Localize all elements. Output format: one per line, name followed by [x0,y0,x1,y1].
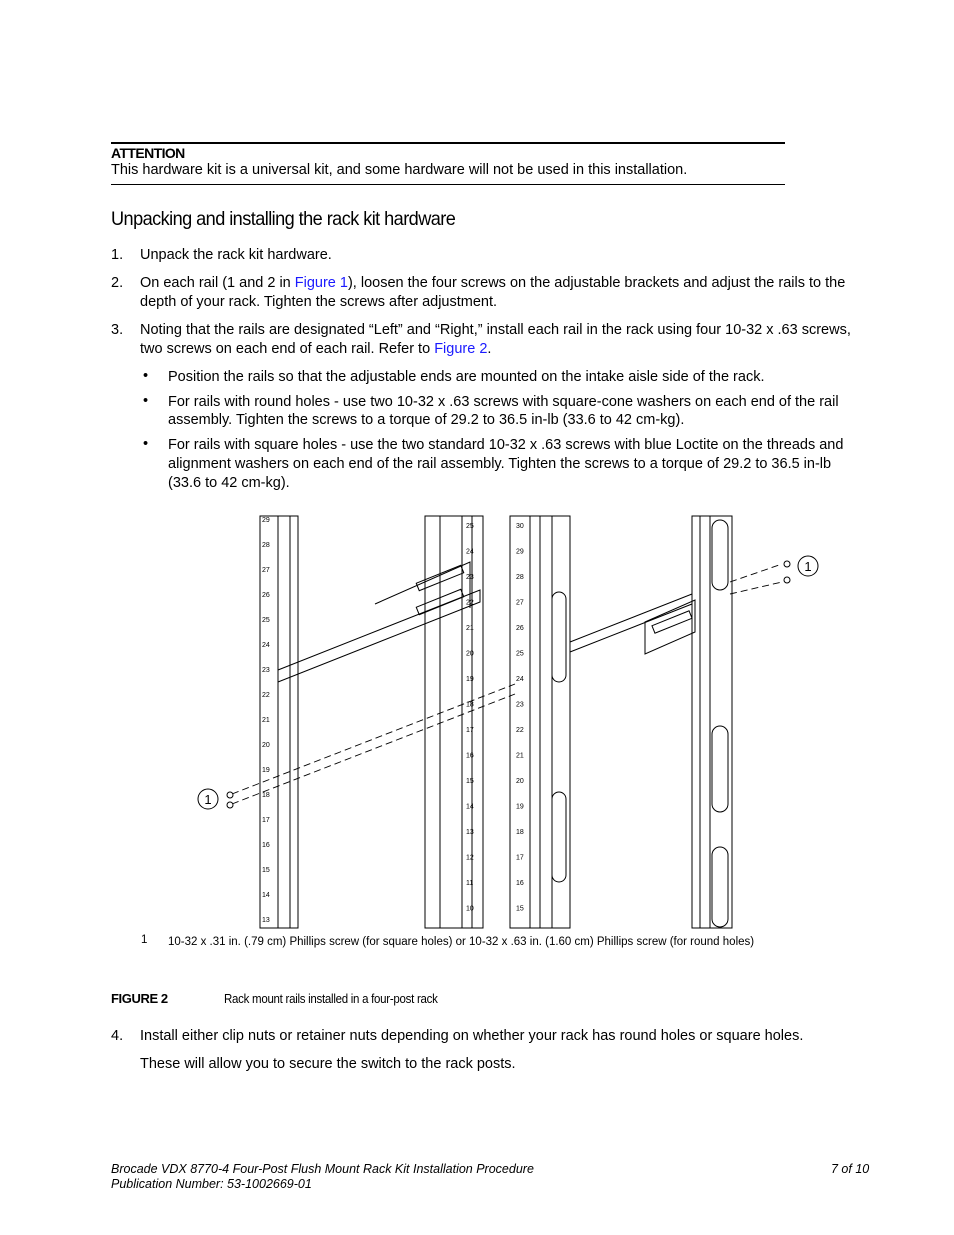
step-text-part: ), loosen the four screws on the adjustable brackets and adjust the rails to the [347,275,846,291]
rail-unit-number: 16 [466,752,474,760]
footer-doc-title: Brocade VDX 8770-4 Four-Post Flush Mount Rack Kit Installation Procedure [111,1162,534,1176]
bullet-text: Position the rails so that the adjustable ends are mounted on the intake aisle side of the rack. [168,369,765,385]
rail-unit-number: 21 [516,752,524,760]
rail-unit-number: 19 [262,767,270,774]
bullet-text: assembly. Tighten the screws to a torque of 29.2 to 36.5 in-lb (33.6 to 42 cm-kg). [168,412,685,428]
section-heading: Unpacking and installing the rack kit hardware [111,208,456,230]
rail-unit-number: 29 [516,548,524,556]
rail-unit-number: 27 [262,567,270,574]
step-text [140,274,845,293]
attention-text: This hardware kit is a universal kit, and some hardware will not be used in this installation. [111,162,688,178]
step-text: Unpack the rack kit hardware. [140,247,332,263]
caption-number: 1 [141,934,148,946]
attention-title: ATTENTION [111,145,185,161]
bullet-text: For rails with round holes - use two 10-32 x .63 screws with square-cone washers on each end of the rail [168,394,839,410]
attention-bottom-rule [111,184,785,185]
rail-unit-number: 27 [516,599,524,607]
rail-unit-number: 12 [466,854,474,862]
rail-unit-number: 22 [466,599,474,607]
step-text: Noting that the rails are designated “Left” and “Right,” install each rail in the rack using four 10-32 x .63 screws, [140,322,851,338]
rail-unit-number: 28 [516,574,524,581]
rail-unit-number: 25 [516,650,524,658]
rail-unit-number: 20 [466,650,474,658]
bullet-text: alignment washers on each end of the rail assembly. Tighten the screws to a torque of 29.2 to 36.5 in-lb [168,456,832,472]
rail-unit-number: 13 [466,829,474,836]
rail-unit-number: 22 [516,727,524,734]
step-number: 3. [111,322,124,338]
rail-unit-number: 20 [262,742,270,749]
rail-unit-number: 11 [466,880,474,887]
bullet-text: For rails with square holes - use the two standard 10-32 x .63 screws with blue Loctite on the threads and [168,437,844,453]
rail-unit-number: 14 [262,892,270,899]
step-text-part: . [487,341,492,357]
caption-text: 10-32 x .31 in. (.79 cm) Phillips screw (for square holes) or 10-32 x .63 in. (1.60 cm) Phillips screw (for round holes) [168,936,755,948]
rail-unit-number: 15 [262,867,270,874]
figure-1-link[interactable]: Figure 1 [294,275,348,291]
bullet-text: (33.6 to 42 cm-kg). [168,475,290,491]
rail-unit-number: 17 [516,854,524,862]
step-number: 1. [111,247,124,263]
rail-unit-number: 17 [262,817,270,824]
rail-unit-number: 15 [516,905,524,913]
rail-unit-number: 18 [516,829,524,836]
rail-unit-number: 19 [466,676,474,683]
rail-unit-number: 14 [466,803,474,811]
attention-top-rule [111,142,785,144]
rail-unit-number: 29 [262,517,270,524]
figure-title: Rack mount rails installed in a four-post rack [224,992,438,1006]
figure-label: FIGURE 2 [111,991,168,1006]
rail-unit-number: 19 [516,803,524,811]
bullet-symbol: • [143,436,149,452]
rail-unit-number: 24 [466,548,474,556]
bullet-symbol: • [143,393,149,409]
rail-unit-number: 16 [516,880,524,887]
bullet-symbol: • [143,368,149,384]
step-number: 4. [111,1028,124,1044]
rail-unit-number: 25 [466,523,474,530]
rail-unit-number: 25 [262,617,270,624]
rail-unit-number: 23 [516,701,524,709]
rail-unit-number: 28 [262,542,270,549]
step-text-part: two screws on each end of each rail. Refer to [140,341,435,357]
step-followup-text: These will allow you to secure the switch to the rack posts. [140,1056,516,1072]
rail-unit-number: 18 [466,701,474,709]
rail-unit-number: 26 [262,592,270,599]
rail-unit-number: 21 [262,717,270,724]
rail-unit-number: 16 [262,842,270,849]
footer-publication-number: Publication Number: 53-1002669-01 [111,1177,312,1191]
callout-1-right: 1 [804,559,812,574]
rail-unit-number: 26 [516,625,524,632]
rail-unit-number: 24 [516,676,524,683]
step-text-part: On each rail (1 and 2 in [140,275,295,291]
figure-2-link[interactable]: Figure 2 [434,341,488,357]
rail-unit-number: 20 [516,778,524,785]
rack-rail-illustration [190,512,830,930]
rail-unit-number: 30 [516,523,524,530]
step-number: 2. [111,275,124,291]
step-text: depth of your rack. Tighten the screws after adjustment. [140,294,498,310]
rail-unit-number: 10 [466,905,474,913]
rail-unit-number: 21 [466,625,474,632]
step-text [140,340,491,359]
rail-unit-number: 22 [262,692,270,699]
rail-unit-number: 23 [262,667,270,674]
rail-unit-number: 23 [466,574,474,581]
rail-unit-number: 13 [262,917,270,924]
callout-1-left: 1 [204,792,212,807]
rail-unit-number: 15 [466,778,474,785]
rail-unit-number: 18 [262,792,270,799]
step-text: Install either clip nuts or retainer nuts depending on whether your rack has round holes or square holes. [140,1028,804,1044]
rail-unit-number: 24 [262,642,270,649]
rail-unit-number: 17 [466,727,474,734]
footer-page-number: 7 of 10 [831,1162,870,1176]
